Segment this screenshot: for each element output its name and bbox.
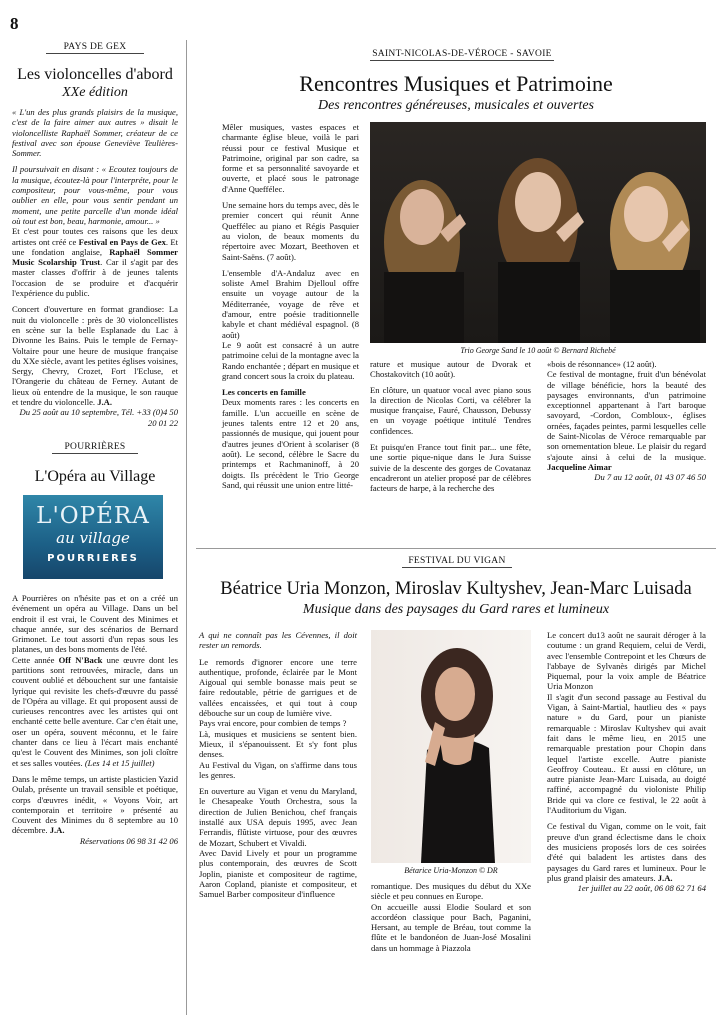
signature: J.A. bbox=[97, 397, 113, 408]
paragraph: A Pourrières on n'hésite pas et on a créé un événement un opéra au Village. Dans un bel endroit il est vrai, le Couvent des Minimes et chaque année, sur des scénarios de Bernard Grimonet. Le tout assorti d'un repas sous les platanes, un des bons moments de l'été. bbox=[12, 592, 178, 655]
article-title-rencontres: Rencontres Musiques et Patrimoine bbox=[299, 71, 613, 96]
rubric-saint-nicolas: SAINT-NICOLAS-DE-VÉROCE - SAVOIE bbox=[370, 49, 554, 61]
article-title-opera: L'Opéra au Village bbox=[34, 467, 156, 485]
singer-illustration bbox=[371, 630, 531, 863]
paragraph: Il poursuivait en disant : « Ecoutez toujours de la musique, écoutez-là pour l'interpréte, pour le compositeur, pour vous-même, pour vous oublier en elle, pour vous sentir pendant un moment, une petite parcelle d'un monde idéal où tout est bon, beau, harmonie, amour... » bbox=[12, 164, 178, 226]
bold-text: Off N'Back bbox=[58, 654, 103, 665]
section-heading: Les concerts en famille bbox=[222, 387, 306, 398]
paragraph: Le remords d'ignorer encore une terre authentique, profonde, éclairée par le Mont Aigoual qui semble bonasse mais peut se faire redoutable, pétrie de garrigues et de vallées encaissées, et qui tout à coup débouche sur un coup de lumière vive. bbox=[199, 656, 357, 719]
paragraph: Et c'est pour toutes ces raisons que les deux artistes ont créé ce bbox=[12, 226, 178, 247]
page-number: 8 bbox=[10, 14, 19, 33]
opera-logo bbox=[23, 495, 163, 579]
rubric-festival-du-vigan: FESTIVAL DU VIGAN bbox=[402, 556, 512, 568]
paragraph: Dans le même temps, un artiste plasticien Yazid Oulab, présente un travail sensible et poétique, corps d'œuvres inédit, « Voyons Voir, art contemporain et territoire » présenté au Couvent des Minimes du 8 septembre au 10 décembre. bbox=[12, 773, 178, 836]
beatrice-uria-monzon-photo bbox=[371, 630, 531, 863]
article-subtitle-rencontres: Des rencontres généreuses, musicales et ouvertes bbox=[317, 98, 595, 113]
paragraph: Le 9 août est consacré à un autre patrimoine celui de la montagne avec la Rando enchantée ; départ en musique et grand concert sous la croix du plateau. bbox=[222, 339, 359, 381]
photo-caption-trio: Trio George Sand le 10 août © Bernard Richebé bbox=[460, 346, 616, 355]
paragraph: . Et une fondation anglaise, bbox=[12, 236, 179, 257]
paragraph: Avec David Lively et pour un programme plus contemporain, des œuvres de Scott Joplin, pianiste et compositeur de ragtime, Aaron Copland, pianiste et compositeur, et Samuel Barber compositeur d'influence bbox=[199, 847, 357, 900]
paragraph: Il s'agit d'un second passage au Festival du Vigan, à Saint-Martial, hautlieu des « pays nature » du Gard, pour un pianiste remarquable : Miroslav Kultyshev qui avait fait dans le même lieu, en 2015 une remarquable prestation pour Chopin dans lequel l'artiste excelle. Autre pianiste Geoffroy Couteau.. Et aussi en clôture, un autre pianiste Jean-Marc Luisada, au doigté raffiné, accompagné du violoniste Philip Bride qui va clore ce festival, le 22 août à l'Auditorium du Vigan. bbox=[547, 691, 706, 816]
paragraph: Pays vrai encore, pour combien de temps ? bbox=[199, 718, 347, 729]
paragraph: Et puisqu'en France tout finit par... une fête, une sortie pique-nique dans le Jura Suisse suivie de la descente des gorges de Covatanaz encadreront un atelier proposé par de célèbres facteurs de harpe, à la recherche des bbox=[370, 442, 531, 494]
article-col1-rencontres bbox=[222, 122, 359, 496]
reservation-phone: Réservations 06 98 31 42 06 bbox=[79, 835, 178, 846]
article-col2-rencontres bbox=[370, 359, 531, 500]
article-body-violoncelles bbox=[12, 107, 178, 428]
signature: Jacqueline Aimar bbox=[547, 461, 612, 472]
paragraph: En ouverture au Vigan et venu du Maryland, le Chesapeake Youth Orchestra, sous la direction de Julien Benichou, chef français installé aux USA depuis 1995, avec Jean Ferrandis, flûtiste virtuose, pour des œuvres de Mozart, Schubert et Vivaldi. bbox=[199, 786, 357, 848]
paragraph: Concert d'ouverture en format grandiose: La nuit du violoncelle : près de 30 violoncellistes en scène sur la belle Esplanade du Lac à Divonne les Bains. Puis le temple de Fernay-Voltaire pour une heure de musique française du XXe siècle, avant les petites églises voisines, Sergy, Chevry, Crozet, Fort l'Ecluse, et l'Orangerie du château de Ferney. Autant de lieux où entendre de la musique, le son rauque et tendre du violoncelle. bbox=[12, 304, 178, 408]
logo-text: au village bbox=[56, 528, 130, 547]
paragraph: On accueille aussi Elodie Soulard et son accordéon classique pour Bach, Paganini, Hersant, au temple de Bréau, tout comme la flûte et le bandonéon de Juan-José Mosalini dans un hommage à Piazzola bbox=[371, 901, 531, 953]
article-title-vigan: Béatrice Uria Monzon, Miroslav Kultyshev, Jean-Marc Luisada bbox=[220, 579, 692, 599]
article-col1-vigan bbox=[199, 630, 357, 905]
event-dates: Du 7 au 12 août, 01 43 07 46 50 bbox=[594, 472, 706, 483]
paragraph: romantique. Des musiques du début du XXe siècle et peu connues en Europe. bbox=[371, 881, 531, 902]
trio-illustration bbox=[370, 122, 706, 343]
paragraph: En clôture, un quatuor vocal avec piano sous la direction de Nicolas Corti, va célébrer la musique française, Fauré, Chausson, Debussy en un voyage poétique intitulé Tendres confidences. bbox=[370, 384, 531, 436]
photo-caption-beatrice: Bétarice Uria-Monzon © DR bbox=[404, 866, 498, 875]
article-subtitle-vigan: Musique dans des paysages du Gard rares et lumineux bbox=[302, 602, 610, 617]
paragraph: «bois de résonnance» (12 août). bbox=[547, 359, 657, 369]
paragraph: . Car il s'agit par des master classes d'offrir à de jeunes talents l'occasion de se produire et d'acquérir l'expérience du public. bbox=[12, 257, 178, 299]
trio-george-sand-photo bbox=[370, 122, 706, 343]
signature: J.A. bbox=[657, 872, 673, 883]
article-col3-rencontres bbox=[547, 359, 706, 489]
bold-text: Festival en Pays de Gex bbox=[78, 236, 166, 247]
paragraph: une œuvre dont les partitions sont retrouvées, miracle, dans un couvent oublié et débouchent sur une fantaisie lyrique qui revisite les chefs-d'œuvre du passé de l'Opéra au village. Et qui proposent aussi de curieuses rencontres avec les artistes qui ont enchanté cette belle aventure. Car c'en était une, oser un opéra, souvent méconnu, et le faire chanter dans ce lieu à l'écart mais enchanté qu'est le Couvent des Minimes, son joli cloître et ses salles voutées. bbox=[12, 654, 179, 768]
paragraph: Deux moments rares : les concerts en famille. L'un accueille en scène de jeunes talents entre 12 et 20 ans, passionnés de musique, qui jouent pour d'autres jeunes d'Orient à scolariser (8 août). Le second, célèbre le Sacre du printemps et Rachmaninoff, à 20 doigts. Ils précèdent le Trio George Sand, qui réussit une union entre litté- bbox=[222, 397, 359, 490]
paragraph: Là, musiques et musiciens se sentent bien. Mieux, il s'épanouissent. Et s'y font plus denses. bbox=[199, 728, 357, 760]
paragraph: Au Festival du Vigan, on s'affirme dans tous les genres. bbox=[199, 759, 357, 780]
article-col3-vigan bbox=[547, 630, 706, 899]
event-dates: Du 25 août au 10 septembre, Tél. +33 (0)4 50 20 01 22 bbox=[19, 407, 178, 428]
paragraph: Le concert du13 août ne saurait déroger à la coutume : un grand Requiem, celui de Verdi, avec l'ensemble Contrepoint et les Chœurs de l'abbaye de Sylvanès dirigés par Michel Piquemal, pour la voix ample de Béatrice Uria Monzon bbox=[547, 630, 706, 692]
column-divider bbox=[186, 40, 187, 1015]
paragraph: Cette année bbox=[12, 654, 55, 665]
rubric-pourrieres: POURRIÈRES bbox=[52, 442, 138, 454]
rubric-pays-de-gex: PAYS DE GEX bbox=[46, 42, 144, 54]
paragraph: Ce festival de montagne, fruit d'un bénévolat de village bénéficie, hors la beauté des paysages environnants, d'un patrimoine exceptionnel appartenant à l'art baroque savoyard, -Cordon, Combloux-, églises ornées, façades peintes, parmi lesquelles celle de Saint-Nicolas de Véroce remarquable par son ornementation bleue. Le plaisir du regard s'ajoute ainsi à celui de la musique. bbox=[547, 369, 706, 462]
article-subtitle-xxe-edition: XXe édition bbox=[62, 85, 128, 100]
section-divider bbox=[196, 548, 716, 549]
paragraph: rature et musique autour de Dvorak et Chostakovitch (10 août). bbox=[370, 359, 531, 380]
signature: J.A. bbox=[49, 825, 65, 836]
article-title-violoncelles: Les violoncelles d'abord bbox=[17, 66, 173, 83]
paragraph: « L'un des plus grands plaisirs de la musique, c'est de la faire aimer aux autres » disait le violoncelliste Raphaël Sommer, créateur de ce festival avec son épouse Geneviève Teulières-Sommer. bbox=[12, 107, 178, 159]
paragraph: Mêler musiques, vastes espaces et charmante église bleue, voilà le pari réussi pour ce festival Musique et Patrimoine, original par son cadre, sa forme et sa personnalité savoyarde et ouverte, et placé sous le patronage d'Anne Queffélec. bbox=[222, 122, 359, 194]
left-column bbox=[12, 42, 178, 852]
paragraph: L'ensemble d'A-Andaluz avec en soliste Amel Brahim Djelloul offre ensuite un voyage autour de la Méditerranée, voyage de rêve et d'amour, entre poésie traditionnelle kabyle et chant médiéval espagnol. (8 août) bbox=[222, 267, 359, 340]
lead-text: A qui ne connaît pas les Cévennes, il doit rester un remords. bbox=[199, 630, 357, 651]
logo-text: L'OPÉRA bbox=[36, 502, 150, 529]
article-col2-vigan bbox=[371, 881, 531, 959]
paragraph: Une semaine hors du temps avec, dès le premier concert qui réunit Anne Queffélec au piano et Régis Pasquier au violon, de beaux moments du répertoire avec Mozart, Beethoven et Saint-Saëns. (7 août). bbox=[222, 200, 359, 262]
article-body-opera bbox=[12, 593, 178, 846]
logo-text: POURRIERES bbox=[47, 552, 139, 564]
paragraph: Ce festival du Vigan, comme on le voit, fait preuve d'un grand éclectisme dans le choix des musiciens proposés lors de ces soirées d'été qui baladent les artistes dans des paysages du Gard rares et lumineux. Pour le plus grand plaisir des amateurs. bbox=[547, 821, 706, 883]
bold-text: Raphaël Sommer Music Scolarship Trust bbox=[12, 246, 178, 268]
event-dates: (Les 14 et 15 juillet) bbox=[84, 757, 155, 768]
event-dates: 1er juillet au 22 août, 06 08 62 71 64 bbox=[577, 883, 706, 894]
